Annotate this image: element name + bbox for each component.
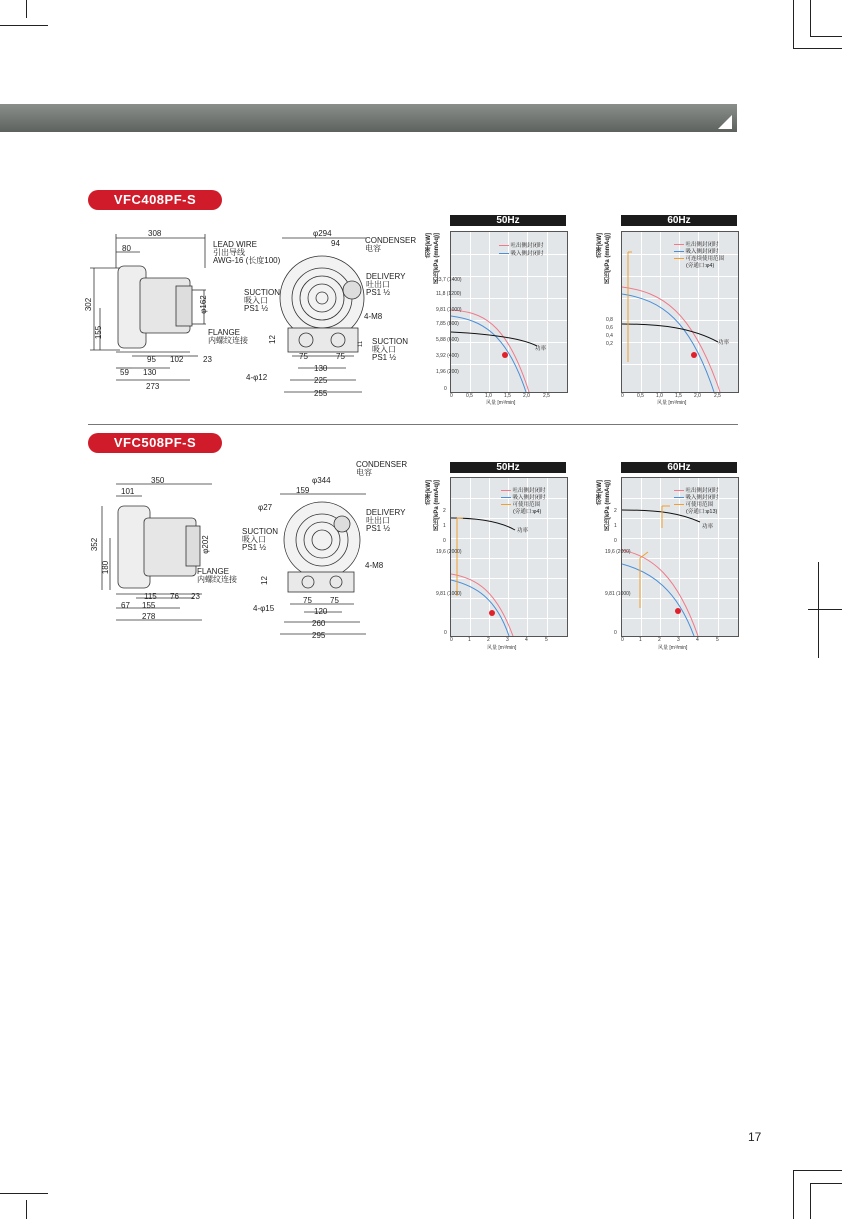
dim-94: 94 (331, 239, 340, 248)
xtick: 5 (545, 637, 548, 643)
crop-mark (793, 1170, 794, 1219)
dim-278: 278 (142, 612, 156, 621)
condenser-label-508: CONDENSER 电容 (356, 460, 408, 477)
chart-plot-508-50hz (450, 477, 568, 637)
dim-130: 130 (143, 368, 157, 377)
legend-408-60: 吐出侧封闭时 吸入侧封闭时 可连续使用范围 (旁通口:φ4) (674, 242, 724, 270)
crop-mark (793, 0, 794, 48)
crop-mark (793, 48, 842, 49)
dim-155: 155 (94, 325, 104, 340)
legend-508-60: 吐出侧封闭时 吸入侧封闭时 可使用范围 (旁通口:φ13) (674, 488, 719, 516)
dim-75c: 75 (303, 596, 312, 605)
ytick: 1 (443, 523, 446, 529)
ytick: 7,85 (800) (436, 321, 459, 327)
xtick: 3 (677, 637, 680, 643)
crop-mark (0, 1193, 48, 1194)
dim-260: 260 (312, 619, 326, 628)
dim-76: 76 (170, 592, 179, 601)
dim-130-front: 130 (314, 364, 328, 373)
dim-phi162: φ162 (198, 295, 208, 314)
xtick: 3 (506, 637, 509, 643)
ylabel-408-60: 功率[kW] (597, 233, 603, 258)
xtick: 2 (658, 637, 661, 643)
corner-triangle-icon (718, 115, 732, 129)
chart-plot-408-60hz (621, 231, 739, 393)
ytick: 2 (614, 508, 617, 514)
ytick: 19,6 (2000) (605, 549, 631, 555)
power-label-408-50: 功率 (535, 346, 547, 352)
chart-title-408-60hz: 60Hz (621, 215, 737, 226)
xtick: 0 (621, 637, 624, 643)
dim-255: 255 (314, 389, 328, 398)
chart-title-508-60hz: 60Hz (621, 462, 737, 473)
ytick: 9,81 (1000) (436, 591, 462, 597)
dim-67: 67 (121, 601, 130, 610)
ytick: 11,8 (1200) (436, 291, 462, 297)
dim-120: 120 (314, 607, 328, 616)
dim-holes-408: 4-φ12 (246, 373, 268, 382)
dim-352: 352 (90, 537, 100, 552)
section-divider (88, 424, 738, 425)
ytick: 0 (444, 386, 447, 392)
crop-mark (810, 1183, 842, 1184)
power-label-508-60: 功率 (702, 524, 714, 530)
ytick: 1 (614, 523, 617, 529)
model-title-vfc408: VFC408PF-S (88, 190, 222, 210)
dim-102: 102 (170, 355, 184, 364)
chart-title-408-50hz: 50Hz (450, 215, 566, 226)
dim-23: 23 (203, 355, 212, 364)
xtick: 4 (525, 637, 528, 643)
xtick: 1,5 (675, 393, 682, 399)
dim-59: 59 (120, 368, 129, 377)
xtick: 0,5 (466, 393, 473, 399)
suction-label-508: SUCTION 吸入口 PS1 ½ (242, 527, 278, 552)
dim-225: 225 (314, 376, 328, 385)
power-label-408-60: 功率 (718, 340, 730, 346)
xtick: 1,5 (504, 393, 511, 399)
xtick: 4 (696, 637, 699, 643)
xtick: 2,0 (523, 393, 530, 399)
legend-508-50: 吐出侧封闭时 吸入侧封闭时 可使用范围 (旁通口:φ4) (501, 488, 546, 516)
xtick: 0 (450, 637, 453, 643)
dim-75b: 75 (336, 352, 345, 361)
dim-phi202: φ202 (200, 535, 210, 554)
delivery-label-508: DELIVERY 吐出口 PS1 ½ (366, 508, 406, 533)
dim-101: 101 (121, 487, 135, 496)
header-band (0, 104, 737, 132)
chart-plot-408-50hz (450, 231, 568, 393)
dim-12: 12 (267, 335, 277, 344)
dim-11: 11 (358, 340, 365, 348)
xtick: 0 (621, 393, 624, 399)
dim-95: 95 (147, 355, 156, 364)
dim-phi344: φ344 (312, 476, 331, 485)
ytick: 0 (443, 538, 446, 544)
suction-label-right: SUCTION 吸入口 PS1 ½ (372, 337, 408, 362)
flange-label-508: FLANGE 内螺纹连接 (197, 567, 237, 584)
ylabel-pressure-408-50: 风压[kPa (mmAq)] (434, 233, 440, 285)
model-title-vfc508: VFC508PF-S (88, 433, 222, 453)
crop-mark (808, 609, 842, 610)
ytick: 9,81 (1000) (436, 307, 462, 313)
ytick: 0 (614, 538, 617, 544)
xtick: 1,0 (656, 393, 663, 399)
dim-115: 115 (144, 592, 157, 601)
dim-155b: 155 (142, 601, 156, 610)
dim-phi294: φ294 (313, 229, 332, 238)
ytick: 0 (444, 630, 447, 636)
xtick: 2 (487, 637, 490, 643)
ytick: 0,8 (606, 317, 613, 323)
crop-mark (793, 1170, 842, 1171)
dim-273: 273 (146, 382, 160, 391)
xtick: 2,0 (694, 393, 701, 399)
ytick: 0,6 (606, 325, 613, 331)
xtick: 2,5 (543, 393, 550, 399)
lead-wire-label: LEAD WIRE 引出导线 AWG-16 (长度100) (213, 240, 281, 265)
ytick: 9,81 (1000) (605, 591, 631, 597)
ytick: 0 (614, 630, 617, 636)
dim-75a: 75 (299, 352, 308, 361)
ytick: 2 (443, 508, 446, 514)
suction-label-left: SUCTION 吸入口 PS1 ½ (244, 288, 280, 313)
dim-bolts-508: 4-M8 (365, 561, 384, 570)
xlabel-408-60: 风量 [m³/min] (657, 400, 687, 406)
dim-80: 80 (122, 244, 131, 253)
crop-mark (810, 0, 811, 36)
crop-mark (818, 562, 819, 658)
ytick: 13,7 (1400) (436, 277, 462, 283)
page-number: 17 (748, 1130, 762, 1144)
xlabel-408-50: 风量 [m³/min] (486, 400, 516, 406)
xtick: 0 (450, 393, 453, 399)
dim-308: 308 (148, 229, 162, 238)
dim-12b: 12 (259, 576, 269, 585)
xtick: 1 (639, 637, 642, 643)
ylabel-408-50: 功率[kW] (426, 233, 432, 258)
xlabel-508-60: 风量 [m³/min] (658, 645, 688, 651)
ytick: 3,92 (400) (436, 353, 459, 359)
xtick: 5 (716, 637, 719, 643)
flange-label: FLANGE 内螺纹连接 (208, 328, 248, 345)
delivery-label: DELIVERY 吐出口 PS1 ½ (366, 272, 406, 297)
crop-mark (0, 25, 48, 26)
ytick: 5,88 (600) (436, 337, 459, 343)
ylabel-pressure-508-60: 风压[kPa (mmAq)] (605, 480, 611, 532)
xtick: 2,5 (714, 393, 721, 399)
dim-350: 350 (151, 476, 165, 485)
ylabel-pressure-508-50: 风压[kPa (mmAq)] (434, 480, 440, 532)
xlabel-508-50: 风量 [m³/min] (487, 645, 517, 651)
dim-302: 302 (84, 297, 94, 312)
legend-408-50: 吐出侧封闭时 吸入侧封闭时 (499, 242, 544, 258)
dim-phi27: φ27 (258, 503, 273, 512)
condenser-label: CONDENSER 电容 (365, 236, 417, 253)
dim-180: 180 (101, 560, 111, 575)
chart-title-508-50hz: 50Hz (450, 462, 566, 473)
dim-bolts-408: 4-M8 (364, 312, 383, 321)
xtick: 0,5 (637, 393, 644, 399)
crop-mark (26, 1200, 27, 1219)
ylabel-508-60: 功率[kW] (597, 480, 603, 505)
chart-plot-508-60hz (621, 477, 739, 637)
power-label-508-50: 功率 (517, 528, 529, 534)
ytick: 0,4 (606, 333, 613, 339)
ytick: 19,6 (2000) (436, 549, 462, 555)
ytick: 0,2 (606, 341, 613, 347)
crop-mark (810, 1183, 811, 1219)
xtick: 1,0 (485, 393, 492, 399)
ytick: 1,96 (200) (436, 369, 459, 375)
xtick: 1 (468, 637, 471, 643)
crop-mark (26, 0, 27, 18)
dim-23b: 23 (191, 592, 200, 601)
crop-mark (810, 36, 842, 37)
ylabel-pressure-408-60: 风压[kPa (mmAq)] (605, 233, 611, 285)
dim-75d: 75 (330, 596, 339, 605)
ylabel-508-50: 功率[kW] (426, 480, 432, 505)
dim-295: 295 (312, 631, 326, 640)
dim-159: 159 (296, 486, 310, 495)
dim-holes-508: 4-φ15 (253, 604, 275, 613)
